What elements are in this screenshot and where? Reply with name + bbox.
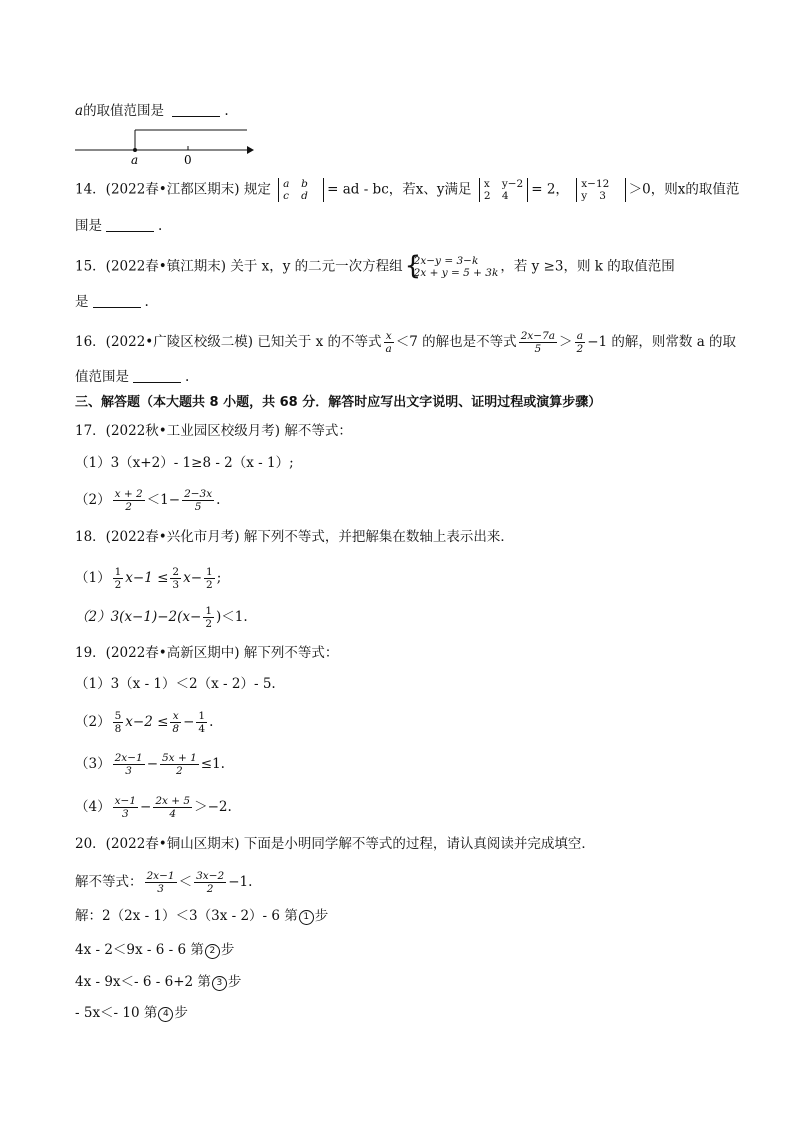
det2-00: x [483,178,490,190]
number-line-arrow [247,146,254,154]
det3-11: 3 [599,190,606,202]
det1-d: d [301,190,308,202]
q16-blank[interactable] [133,368,181,383]
q20-step2: 4x - 2＜9x - 6 - 6 第 2 步 [75,942,235,958]
q18-p2-frac: $\frac{1}{2}$ [205,605,213,630]
step-4-marker: 4 [158,1007,173,1022]
q15-period: . [144,294,149,310]
q13-line [75,101,229,121]
q19-part4: （4） $\frac{x-1}{3}$ − $\frac{2x + 5}{4}$ ＞−2. [75,795,232,820]
section-3-heading: 三、解答题（本大题共 8 小题，共 68 分．解答时应写出文字说明、证明过程或演算步骤） [75,395,602,410]
q18-part2: （2）3(x−1)−2(x− $\frac{1}{2}$ )＜1. [75,605,248,630]
step-2-marker: 2 [205,944,220,959]
q14-blank[interactable] [106,217,154,232]
label-a: a [131,153,139,167]
q13-var: a [75,103,84,119]
q15-eq1: { 2x−y = 3−k [413,255,479,267]
q14-det2 [479,178,528,202]
number-line-figure [72,126,257,168]
q19-p2-frac2: $\frac{x}{8}$ [172,710,180,735]
q14-det1 [278,178,324,202]
q14-line2 [75,216,162,236]
q19-p4-frac2: $\frac{2x + 5}{4}$ [155,795,191,820]
point-a [133,148,137,152]
step-1-marker: 1 [299,910,314,925]
q16-line2 [75,367,189,387]
q17-frac1: $\frac{x + 2}{2}$ [114,488,143,513]
q14-period: . [158,218,163,234]
q20-frac2: $\frac{3x-2}{2}$ [196,870,225,895]
q14-eq1: = ad - bc，若x、y满足 [327,181,472,198]
q20-label: 20．(2022春•铜山区期末) 下面是小明同学解不等式的过程，请认真阅读并完成填空． [75,836,595,852]
q20-step1: 解：2（2x - 1）＜3（3x - 2）- 6 第 1 步 [75,908,329,924]
q20-frac1: $\frac{2x-1}{3}$ [146,870,175,895]
det3-10: y [581,190,588,202]
q17-part1: （1）3（x+2）- 1≥8 - 2（x - 1）; [75,455,294,471]
det2-01: y−2 [501,178,524,190]
q15-label: 15．(2022春•镇江期末) 关于 x，y 的二元一次方程组 [75,258,403,275]
q16-frac3: $\frac{a}{2}$ [576,330,584,355]
q18-label: 18．(2022春•兴化市月考) 解下列不等式，并把解集在数轴上表示出来． [75,529,514,545]
q14-eq3: ＞0，则x的取值范 [628,181,740,198]
q16-frac1: $\frac{x}{a}$ [385,330,392,355]
q16-frac2: $\frac{2x-7a}{5}$ [520,330,556,355]
q20-step4: - 5x＜- 10 第 4 步 [75,1005,188,1021]
q14-label: 14．(2022春•江都区期末) 规定 [75,181,271,198]
q17-label: 17．(2022秋•工业园区校级月考) 解不等式： [75,423,352,439]
q19-p2-frac1: $\frac{5}{8}$ [114,710,122,735]
q16-label: 16．(2022•广陵区校级二模) 已知关于 x 的不等式 [75,334,382,350]
q14-det3 [576,178,625,202]
q18-frac1: $\frac{1}{2}$ [114,566,122,591]
q13-period: . [224,103,229,119]
q13-blank[interactable] [172,102,220,117]
q19-p3-frac1: $\frac{2x-1}{3}$ [114,752,143,777]
det1-b: b [301,178,308,190]
q15-line2 [75,292,149,312]
q15-after: ，若 y ≥3，则 k 的取值范围 [500,258,675,275]
det2-11: 4 [501,190,509,202]
det3-00: x−1 [581,178,603,190]
q15-cont: 是 [75,294,89,310]
q15-line [75,255,675,279]
q18-frac3: $\frac{1}{2}$ [206,566,213,591]
q18-part1: （1） $\frac{1}{2}$ x−1 ≤ $\frac{2}{3}$ x− $\frac{1}{2}$ ; [75,566,222,591]
q19-part1: （1）3（x - 1）＜2（x - 2）- 5. [75,676,276,692]
q16-mid: ＜7 的解也是不等式 [395,334,517,350]
q14-eq2: = 2， [531,181,569,198]
q18-frac2: $\frac{2}{3}$ [172,566,180,591]
q15-system [405,255,499,279]
q15-blank[interactable] [93,293,141,308]
q20-step3: 4x - 9x＜- 6 - 6+2 第 3 步 [75,974,242,990]
q19-p2-frac3: $\frac{1}{4}$ [198,710,206,735]
step-3-marker: 3 [212,976,227,991]
q15-eq2: 2x + y = 5 + 3k [413,267,499,279]
q19-p4-frac1: $\frac{x-1}{3}$ [114,795,136,820]
det2-10: 2 [483,190,491,202]
q20-problem: 解不等式： $\frac{2x-1}{3}$ ＜ $\frac{3x-2}{2}$ −1. [75,870,253,895]
q19-label: 19．(2022春•高新区期中) 解下列不等式： [75,645,339,661]
q16-gt: ＞ [559,334,573,350]
q16-cont: 值范围是 [75,369,129,385]
q19-p3-frac2: $\frac{5x + 1}{2}$ [162,752,197,777]
q16-line [75,330,736,355]
q13-text: 的取值范围是 [83,103,165,119]
q19-part3: （3） $\frac{2x-1}{3}$ − $\frac{5x + 1}{2}$ ≤1. [75,752,225,777]
det1-a: a [283,178,290,190]
q16-period: . [185,369,190,385]
q14-cont: 围是 [75,218,102,234]
det1-c: c [283,190,290,202]
label-zero: 0 [184,153,192,167]
q16-after: −1 的解，则常数 a 的取 [587,334,737,350]
q14-line [75,178,739,202]
q17-frac2: $\frac{2-3x}{5}$ [184,488,213,513]
q19-part2: （2） $\frac{5}{8}$ x−2 ≤ $\frac{x}{8}$ − $\frac{1}{4}$ . [75,710,214,735]
det3-01: 2 [602,178,610,190]
q17-part2: （2） $\frac{x + 2}{2}$ ＜1− $\frac{2-3x}{5}$ . [75,488,221,513]
